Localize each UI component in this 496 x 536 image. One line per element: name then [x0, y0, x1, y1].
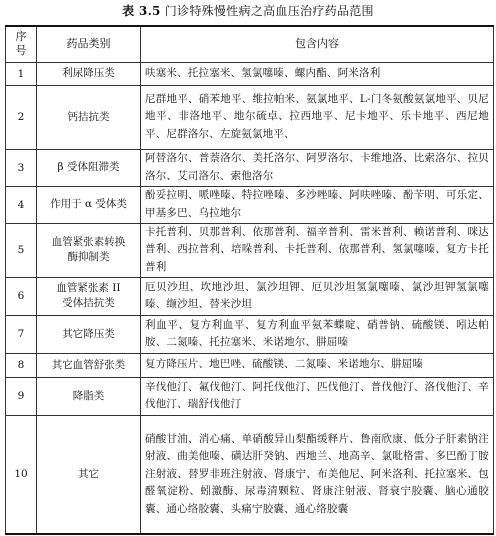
row-content: 复方降压片、地巴唑、硫酸镁、二氮嗪、米诺地尔、肼屈嗪: [141, 353, 494, 377]
table-row: [6, 186, 494, 223]
row-category: 其它降压类: [37, 315, 141, 353]
row-number: 10: [6, 415, 37, 534]
row-content: 卡托普利、贝那普利、依那普利、福辛普利、雷米普利、赖诺普利、咪达普利、西拉普利、培哚普利、卡托普利、依那普利、氢氯噻嗪、复方卡托普利: [141, 223, 494, 277]
table-title: 门诊特殊慢性病之高血压治疗药品范围: [164, 4, 374, 18]
row-number: 1: [6, 62, 37, 85]
row-category: 降脂类: [37, 377, 141, 415]
row-content: 硝酸甘油、消心痛、单硝酸异山梨酯缓释片、鲁南欣康、低分子肝素钠注射液、曲美他嗪、磺达肝癸钠、西地兰、地高辛、氯吡格雷、多巴酚丁胺注射液、替罗非班注射液、肾康宁、布美他尼、阿米洛利、托拉塞米、包醛氧淀粉、蚓激酶、尿毒清颗粒、肾康注射液、肾衰宁胶囊、脑心通胶囊、通心络胶囊、头痛宁胶囊、通心络胶囊: [141, 415, 494, 534]
row-number: 8: [6, 353, 37, 377]
header-no: 序号: [6, 26, 37, 62]
row-content: 尼群地平、硝苯地平、维拉帕米、氨氯地平、L-门冬氨酸氨氯地平、贝尼地平、非洛地平、地尔硫卓、拉西地平、尼卡地平、乐卡地平、西尼地平、尼群洛尔、左旋氨氯地平、: [141, 85, 494, 149]
row-number: 2: [6, 85, 37, 149]
header-category: 药品类别: [37, 26, 141, 62]
table-row: [6, 377, 494, 415]
row-content: 酚妥拉明、哌唑嗪、特拉唑嗪、多沙唑嗪、阿呋唑嗪、酚苄明、可乐定、甲基多巴、乌拉地尔: [141, 186, 494, 223]
row-number: 3: [6, 149, 37, 186]
row-number: 4: [6, 186, 37, 223]
row-category: 钙拮抗类: [37, 85, 141, 149]
row-category: 其它血管舒张类: [37, 353, 141, 377]
row-number: 6: [6, 277, 37, 315]
row-category: 血管紧张素转换酶抑制类: [37, 223, 141, 277]
row-category: 其它: [37, 415, 141, 534]
table-caption: [0, 0, 496, 22]
table-row: [6, 277, 494, 315]
header-content: 包含内容: [141, 26, 494, 62]
drug-scope-table: [5, 25, 494, 535]
table-row: [6, 85, 494, 149]
row-content: 辛伐他汀、氟伐他汀、阿托伐他汀、匹伐他汀、普伐他汀、洛伐他汀、辛伐他汀、瑞舒伐他汀: [141, 377, 494, 415]
row-category: 利尿降压类: [37, 62, 141, 85]
row-category: 血管紧张素 II 受体拮抗类: [37, 277, 141, 315]
row-category: β 受体阻滞类: [37, 149, 141, 186]
table-row: [6, 415, 494, 534]
row-category: 作用于 α 受体类: [37, 186, 141, 223]
row-number: 5: [6, 223, 37, 277]
row-number: 7: [6, 315, 37, 353]
table-row: [6, 149, 494, 186]
table-row: [6, 353, 494, 377]
row-content: 利血平、复方利血平、复方利血平氨苯蝶啶、硝普钠、硫酸镁、吲达帕胺、二氮嗪、托拉塞米、米诺地尔、肼屈嗪: [141, 315, 494, 353]
row-content: 阿替洛尔、普萘洛尔、美托洛尔、阿罗洛尔、卡维地洛、比索洛尔、拉贝洛尔、艾司洛尔、索他洛尔: [141, 149, 494, 186]
table-number: 表 3.5: [122, 4, 161, 18]
table-row: [6, 223, 494, 277]
table-row: [6, 62, 494, 85]
table-row: [6, 315, 494, 353]
row-content: 呋塞米、托拉塞米、氢氯噻嗪、螺内酯、阿米洛利: [141, 62, 494, 85]
header-row: [6, 26, 494, 62]
row-number: 9: [6, 377, 37, 415]
row-content: 厄贝沙坦、坎地沙坦、氯沙坦钾、厄贝沙坦氢氯噻嗪、氯沙坦钾氢氯噻嗪、缬沙坦、替米沙坦: [141, 277, 494, 315]
